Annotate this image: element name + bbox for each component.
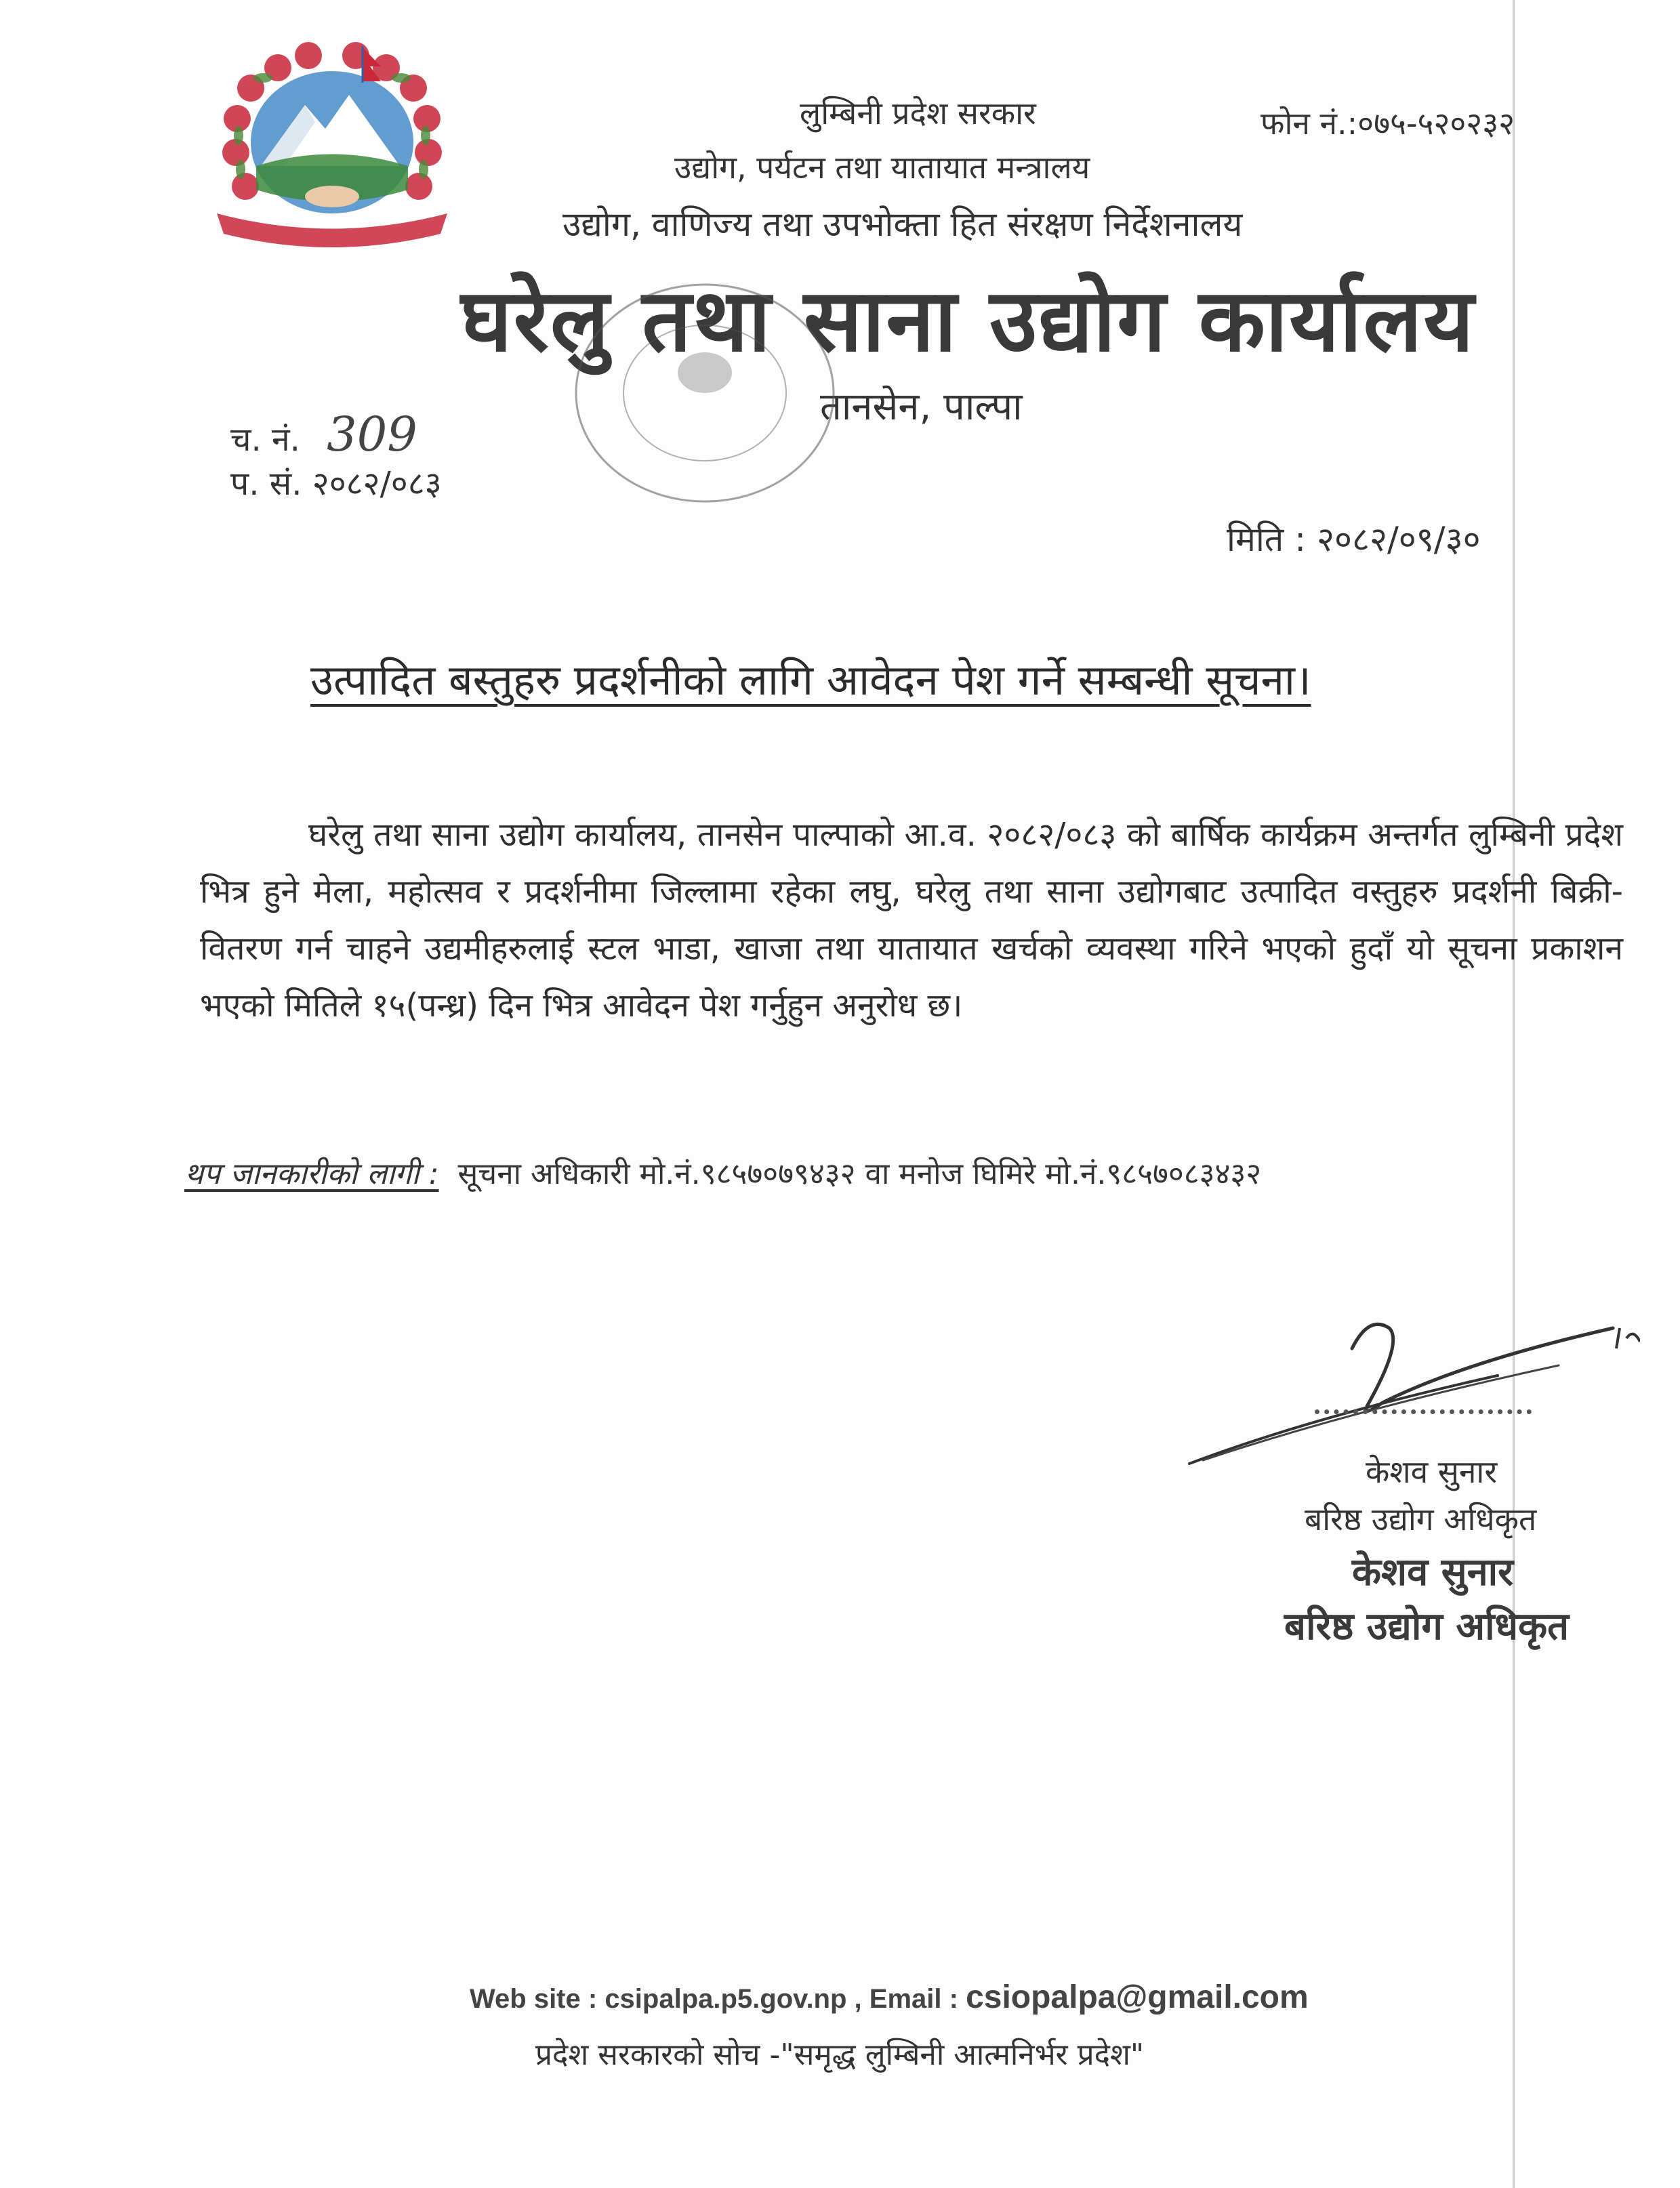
- footer-web-link[interactable]: csipalpa.p5.gov.np: [605, 1984, 847, 2014]
- chalani-number: 309: [327, 407, 417, 462]
- date-line: [1227, 515, 1481, 561]
- signatory-title: बरिष्ठ उद्योग अधिकृत: [1305, 1501, 1537, 1537]
- header-location: तानसेन, पाल्पा: [820, 385, 1023, 429]
- nepal-emblem-icon: [203, 41, 461, 257]
- header-directorate: उद्योग, वाणिज्य तथा उपभोक्ता हित संरक्षण निर्देशनालय: [562, 205, 1243, 244]
- contact-label: थप जानकारीको लागी :: [184, 1157, 439, 1191]
- signature-dotted-line: [1315, 1409, 1532, 1414]
- contact-line: [184, 1152, 1261, 1193]
- date-value: २०८२/०९/३०: [1316, 520, 1481, 559]
- footer-email-label: , Email :: [854, 1984, 958, 2014]
- date-label: मिति :: [1227, 520, 1307, 559]
- scan-artifact-line: [1513, 0, 1515, 2188]
- footer-motto: प्रदेश सरकारको सोच -"समृद्ध लुम्बिनी आत्मनिर्भर प्रदेश": [535, 2038, 1145, 2072]
- seal-name: केशव सुनार: [1352, 1550, 1514, 1594]
- header-office-title: घरेलु तथा साना उद्योग कार्यालय: [461, 270, 1475, 371]
- chalani-label: च. नं.: [230, 421, 300, 459]
- footer-web-line: [470, 1979, 1309, 2016]
- header-province: लुम्बिनी प्रदेश सरकार: [800, 95, 1036, 131]
- office-stamp-icon: [562, 271, 847, 515]
- patra-line: [230, 461, 442, 505]
- patra-label: प. सं.: [230, 465, 302, 503]
- header-ministry: उद्योग, पर्यटन तथा यातायात मन्त्रालय: [674, 149, 1090, 186]
- footer-email-link[interactable]: csiopalpa@gmail.com: [966, 1979, 1309, 2015]
- seal-title: बरिष्ठ उद्योग अधिकृत: [1284, 1605, 1570, 1649]
- signatory-name: केशव सुनार: [1366, 1453, 1498, 1490]
- footer-web-label: Web site :: [470, 1984, 598, 2014]
- notice-subject: उत्पादित बस्तुहरु प्रदर्शनीको लागि आवेदन पेश गर्ने सम्बन्धी सूचना।: [310, 655, 1311, 705]
- chalani-line: [230, 407, 417, 462]
- header-phone: फोन नं.:०७५-५२०२३२: [1261, 105, 1515, 142]
- patra-value: २०८२/०८३: [312, 465, 442, 503]
- notice-body: घरेलु तथा साना उद्योग कार्यालय, तानसेन पाल्पाको आ.व. २०८२/०८३ को बार्षिक कार्यक्रम अन्तर्गत लुम्बिनी प्रदेश भित्र हुने मेला, महोत्सव र प्रदर्शनीमा जिल्लामा रहेका लघु, घरेलु तथा साना उद्योगबाट उत्पादित वस्तुहरु प्रदर्शनी बिक्री-वितरण गर्न चाहने उद्यमीहरुलाई स्टल भाडा, खाजा तथा यातायात खर्चको व्यवस्था गरिने भएको हुदाँ यो सूचना प्रकाशन भएको मितिले १५(पन्ध्र) दिन भित्र आवेदन पेश गर्नुहुन अनुरोध छ।: [200, 816, 1623, 1025]
- contact-text: सूचना अधिकारी मो.नं.९८५७०७९४३२ वा मनोज घिमिरे मो.नं.९८५७०८३४३२: [457, 1157, 1262, 1191]
